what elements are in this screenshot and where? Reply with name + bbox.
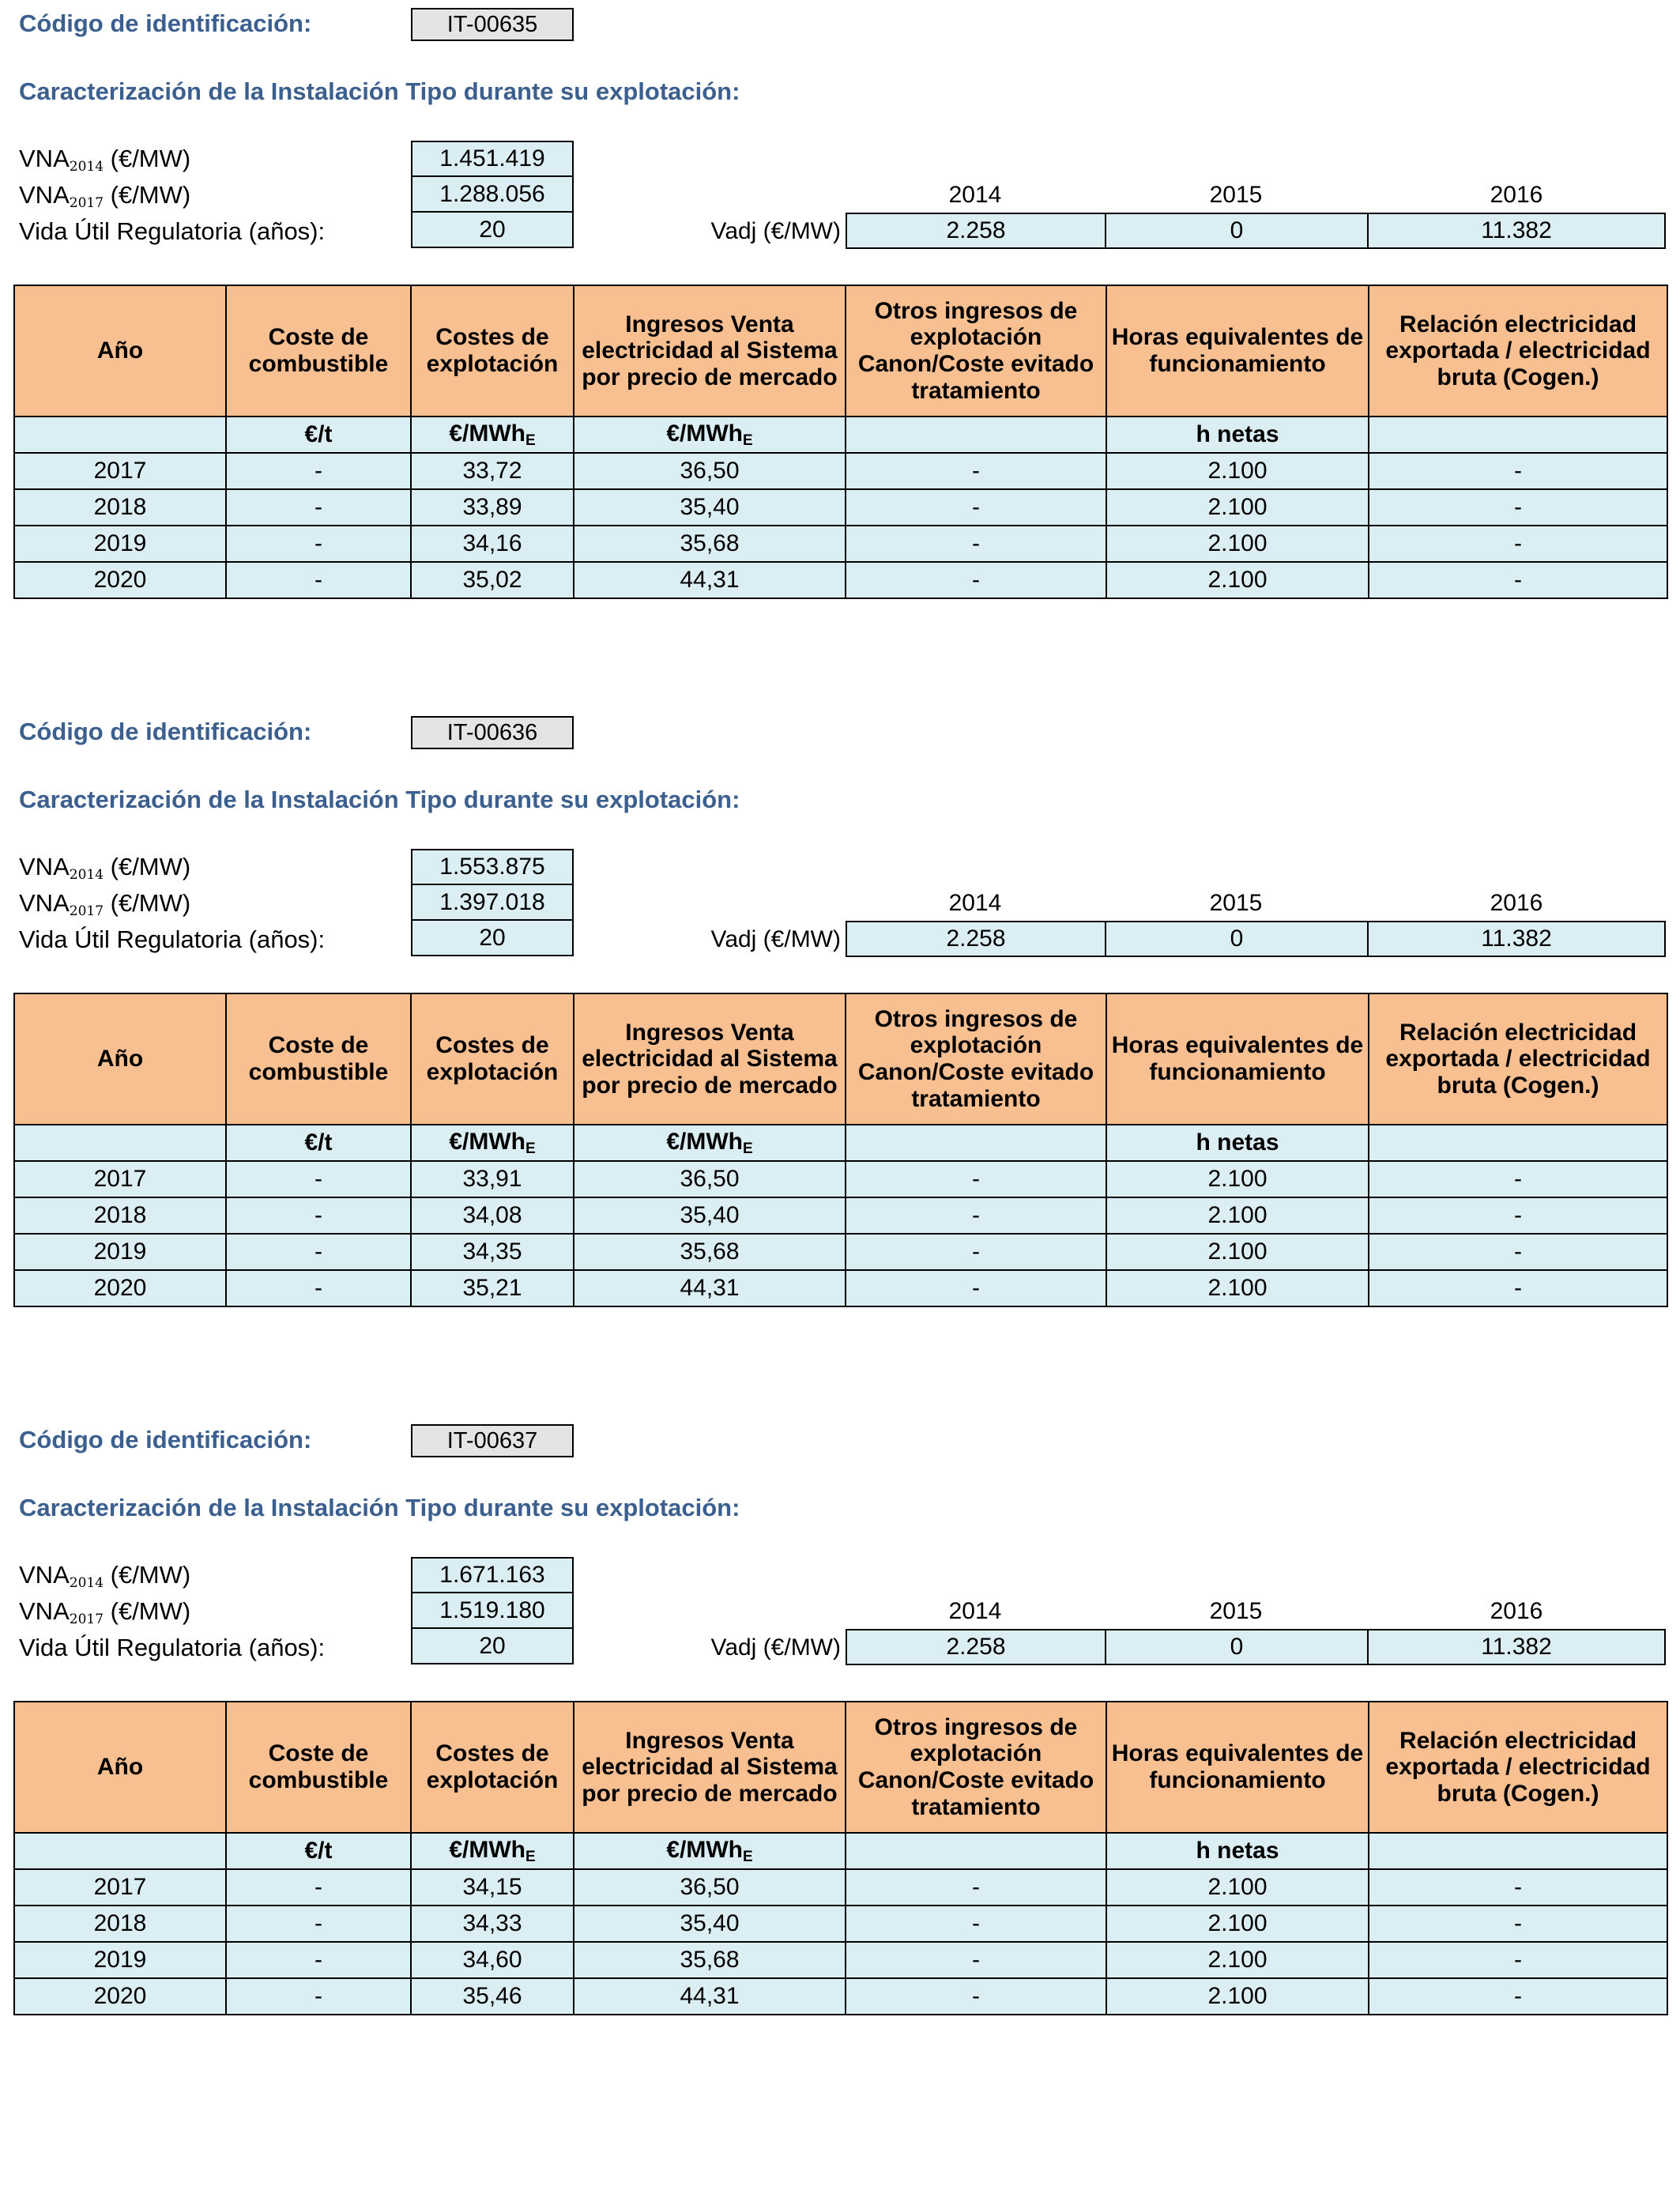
unit-relacion-electricidad: [1369, 1125, 1667, 1161]
vadj-label: Vadj (€/MW): [710, 218, 841, 244]
cell-relacion-electricidad: -: [1369, 489, 1667, 526]
unit-otros-ingresos: [846, 1833, 1106, 1869]
cell-coste-combustible: -: [226, 526, 411, 562]
vadj-year-2016: 2016: [1490, 182, 1543, 208]
unit-subscript: E: [742, 1848, 753, 1865]
cell-otros-ingresos: -: [846, 526, 1106, 562]
cell-ingresos-venta: 35,68: [574, 1942, 846, 1978]
cell-horas-equivalentes: 2.100: [1106, 1869, 1369, 1906]
vadj-label: Vadj (€/MW): [710, 1634, 841, 1661]
data-table: [13, 285, 1668, 599]
cell-anio: 2018: [14, 1197, 226, 1234]
table-row: [14, 526, 1667, 562]
cell-costes-explotacion: 34,35: [411, 1234, 574, 1270]
header-costes-explotacion: Costes de explotación: [411, 993, 574, 1125]
vadj-2015-value: 0: [1105, 1629, 1369, 1665]
unit-relacion-electricidad: [1369, 1833, 1667, 1869]
cell-coste-combustible: -: [226, 1270, 411, 1306]
unit-coste-combustible: €/t: [226, 1833, 411, 1869]
vadj-2014-value: 2.258: [846, 921, 1106, 957]
vadj-2016-value: 11.382: [1367, 1629, 1666, 1665]
cell-ingresos-venta: 36,50: [574, 453, 846, 489]
codigo-label: Código de identificación:: [19, 718, 312, 745]
header-coste-combustible: Coste de combustible: [226, 1702, 411, 1833]
vadj-year-2016: 2016: [1490, 890, 1543, 916]
vna-text: VNA: [19, 853, 70, 880]
unit-horas-equivalentes: h netas: [1106, 1125, 1369, 1161]
cell-otros-ingresos: -: [846, 562, 1106, 598]
cell-coste-combustible: -: [226, 1161, 411, 1197]
cell-anio: 2018: [14, 1906, 226, 1942]
unit-costes-explotacion: [411, 1125, 574, 1161]
code-value: IT-00635: [411, 8, 574, 41]
header-horas-equivalentes: Horas equivalentes de funcionamiento: [1106, 1702, 1369, 1833]
cell-relacion-electricidad: -: [1369, 453, 1667, 489]
cell-otros-ingresos: -: [846, 1942, 1106, 1978]
vadj-2014-value: 2.258: [846, 213, 1106, 249]
unit-text: €/MWh: [666, 1836, 743, 1863]
unit-costes-explotacion: [411, 417, 574, 453]
cell-otros-ingresos: -: [846, 1906, 1106, 1942]
cell-anio: 2017: [14, 1869, 226, 1906]
vna2014-subscript: 2014: [69, 867, 104, 883]
header-anio: Año: [14, 993, 226, 1125]
cell-otros-ingresos: -: [846, 1161, 1106, 1197]
cell-horas-equivalentes: 2.100: [1106, 1234, 1369, 1270]
unit-anio: [14, 417, 226, 453]
vna-text: VNA: [19, 1561, 70, 1589]
cell-ingresos-venta: 44,31: [574, 1978, 846, 2015]
unit-text: €/MWh: [666, 1128, 743, 1155]
header-costes-explotacion: Costes de explotación: [411, 1702, 574, 1833]
cell-relacion-electricidad: -: [1369, 1161, 1667, 1197]
header-relacion-electricidad: Relación electricidad exportada / electricidad bruta (Cogen.): [1369, 285, 1667, 417]
table-row: [14, 1942, 1667, 1978]
cell-ingresos-venta: 35,40: [574, 489, 846, 526]
vida-util-value: 20: [411, 1629, 574, 1664]
unit-coste-combustible: €/t: [226, 417, 411, 453]
cell-otros-ingresos: -: [846, 1234, 1106, 1270]
vida-util-value: 20: [411, 921, 574, 956]
code-value: IT-00637: [411, 1424, 574, 1457]
cell-relacion-electricidad: -: [1369, 526, 1667, 562]
cell-relacion-electricidad: -: [1369, 1197, 1667, 1234]
caracterizacion-heading: Caracterización de la Instalación Tipo durante su explotación:: [19, 1494, 740, 1521]
cell-costes-explotacion: 35,21: [411, 1270, 574, 1306]
vna-unit: (€/MW): [104, 853, 191, 880]
table-row: [14, 1161, 1667, 1197]
table-header-row: [14, 993, 1667, 1125]
cell-horas-equivalentes: 2.100: [1106, 453, 1369, 489]
cell-otros-ingresos: -: [846, 489, 1106, 526]
data-table: [13, 1701, 1668, 2015]
vna2014-value: 1.451.419: [411, 141, 574, 177]
vna2017-subscript: 2017: [69, 195, 104, 211]
cell-ingresos-venta: 36,50: [574, 1869, 846, 1906]
table-row: [14, 489, 1667, 526]
installation-block: [0, 0, 1680, 656]
vna2014-value: 1.671.163: [411, 1557, 574, 1593]
code-value: IT-00636: [411, 716, 574, 749]
cell-relacion-electricidad: -: [1369, 1234, 1667, 1270]
vna-text: VNA: [19, 181, 70, 209]
vadj-year-2014: 2014: [948, 890, 1002, 916]
unit-horas-equivalentes: h netas: [1106, 1833, 1369, 1869]
header-costes-explotacion: Costes de explotación: [411, 285, 574, 417]
header-ingresos-venta: Ingresos Venta electricidad al Sistema por precio de mercado: [574, 1702, 846, 1833]
vna2014-subscript: 2014: [69, 159, 104, 175]
cell-anio: 2019: [14, 526, 226, 562]
vna-unit: (€/MW): [104, 889, 191, 917]
table-units-row: [14, 1833, 1667, 1869]
cell-horas-equivalentes: 2.100: [1106, 1978, 1369, 2015]
vna2014-subscript: 2014: [69, 1575, 104, 1591]
cell-horas-equivalentes: 2.100: [1106, 1942, 1369, 1978]
vadj-2016-value: 11.382: [1367, 921, 1666, 957]
cell-coste-combustible: -: [226, 1978, 411, 2015]
vna2017-value: 1.397.018: [411, 885, 574, 921]
cell-costes-explotacion: 33,89: [411, 489, 574, 526]
cell-horas-equivalentes: 2.100: [1106, 526, 1369, 562]
cell-anio: 2017: [14, 453, 226, 489]
cell-otros-ingresos: -: [846, 1270, 1106, 1306]
header-coste-combustible: Coste de combustible: [226, 993, 411, 1125]
table-units-row: [14, 1125, 1667, 1161]
installation-block: [0, 708, 1680, 1364]
cell-ingresos-venta: 35,68: [574, 526, 846, 562]
caracterizacion-heading: Caracterización de la Instalación Tipo durante su explotación:: [19, 77, 740, 105]
vadj-2014-value: 2.258: [846, 1629, 1106, 1665]
unit-ingresos-venta: [574, 1125, 846, 1161]
cell-otros-ingresos: -: [846, 1978, 1106, 2015]
cell-horas-equivalentes: 2.100: [1106, 562, 1369, 598]
unit-subscript: E: [525, 432, 536, 449]
header-horas-equivalentes: Horas equivalentes de funcionamiento: [1106, 993, 1369, 1125]
table-row: [14, 1270, 1667, 1306]
cell-relacion-electricidad: -: [1369, 1270, 1667, 1306]
cell-otros-ingresos: -: [846, 1197, 1106, 1234]
cell-coste-combustible: -: [226, 1906, 411, 1942]
cell-coste-combustible: -: [226, 1197, 411, 1234]
cell-costes-explotacion: 34,16: [411, 526, 574, 562]
cell-anio: 2019: [14, 1234, 226, 1270]
cell-costes-explotacion: 35,46: [411, 1978, 574, 2015]
table-units-row: [14, 417, 1667, 453]
cell-anio: 2020: [14, 1270, 226, 1306]
cell-coste-combustible: -: [226, 1869, 411, 1906]
cell-horas-equivalentes: 2.100: [1106, 1161, 1369, 1197]
header-otros-ingresos: Otros ingresos de explotación Canon/Coste evitado tratamiento: [846, 993, 1106, 1125]
vadj-year-2014: 2014: [948, 1598, 1002, 1624]
cell-coste-combustible: -: [226, 453, 411, 489]
header-ingresos-venta: Ingresos Venta electricidad al Sistema por precio de mercado: [574, 285, 846, 417]
vadj-year-2015: 2015: [1209, 890, 1263, 916]
unit-costes-explotacion: [411, 1833, 574, 1869]
table-header-row: [14, 1702, 1667, 1833]
cell-relacion-electricidad: -: [1369, 1978, 1667, 2015]
cell-horas-equivalentes: 2.100: [1106, 489, 1369, 526]
cell-coste-combustible: -: [226, 1234, 411, 1270]
vadj-2015-value: 0: [1105, 921, 1369, 957]
cell-coste-combustible: -: [226, 562, 411, 598]
unit-otros-ingresos: [846, 1125, 1106, 1161]
unit-anio: [14, 1125, 226, 1161]
cell-costes-explotacion: 34,60: [411, 1942, 574, 1978]
table-row: [14, 562, 1667, 598]
vida-util-label: Vida Útil Regulatoria (años):: [19, 925, 326, 953]
vadj-year-2016: 2016: [1490, 1598, 1543, 1624]
data-table: [13, 993, 1668, 1307]
vadj-year-2014: 2014: [948, 182, 1002, 208]
vadj-year-2015: 2015: [1209, 1598, 1263, 1624]
vadj-2016-value: 11.382: [1367, 213, 1666, 249]
cell-costes-explotacion: 34,33: [411, 1906, 574, 1942]
vna-unit: (€/MW): [104, 1561, 191, 1589]
cell-anio: 2020: [14, 562, 226, 598]
header-otros-ingresos: Otros ingresos de explotación Canon/Coste evitado tratamiento: [846, 1702, 1106, 1833]
vadj-label: Vadj (€/MW): [710, 926, 841, 952]
vna2017-subscript: 2017: [69, 903, 104, 919]
vna-unit: (€/MW): [104, 181, 191, 209]
cell-anio: 2018: [14, 489, 226, 526]
header-relacion-electricidad: Relación electricidad exportada / electricidad bruta (Cogen.): [1369, 993, 1667, 1125]
vida-util-value: 20: [411, 213, 574, 248]
cell-coste-combustible: -: [226, 1942, 411, 1978]
cell-coste-combustible: -: [226, 489, 411, 526]
cell-relacion-electricidad: -: [1369, 1869, 1667, 1906]
unit-otros-ingresos: [846, 417, 1106, 453]
vida-util-label: Vida Útil Regulatoria (años):: [19, 217, 326, 245]
table-row: [14, 1869, 1667, 1906]
cell-ingresos-venta: 44,31: [574, 1270, 846, 1306]
cell-anio: 2020: [14, 1978, 226, 2015]
unit-text: €/MWh: [449, 1836, 525, 1863]
vna-unit: (€/MW): [104, 145, 191, 172]
unit-subscript: E: [525, 1848, 536, 1865]
cell-ingresos-venta: 35,40: [574, 1906, 846, 1942]
vna2017-subscript: 2017: [69, 1612, 104, 1627]
cell-costes-explotacion: 33,72: [411, 453, 574, 489]
cell-relacion-electricidad: -: [1369, 1942, 1667, 1978]
vna-unit: (€/MW): [104, 1597, 191, 1625]
codigo-label: Código de identificación:: [19, 1426, 312, 1453]
table-row: [14, 1906, 1667, 1942]
cell-costes-explotacion: 35,02: [411, 562, 574, 598]
cell-anio: 2019: [14, 1942, 226, 1978]
unit-coste-combustible: €/t: [226, 1125, 411, 1161]
unit-text: €/MWh: [666, 420, 743, 447]
cell-horas-equivalentes: 2.100: [1106, 1197, 1369, 1234]
cell-costes-explotacion: 34,15: [411, 1869, 574, 1906]
header-anio: Año: [14, 285, 226, 417]
table-row: [14, 1234, 1667, 1270]
cell-ingresos-venta: 44,31: [574, 562, 846, 598]
cell-otros-ingresos: -: [846, 453, 1106, 489]
cell-relacion-electricidad: -: [1369, 1906, 1667, 1942]
codigo-label: Código de identificación:: [19, 9, 312, 37]
table-row: [14, 453, 1667, 489]
unit-relacion-electricidad: [1369, 417, 1667, 453]
unit-text: €/MWh: [449, 420, 525, 447]
unit-horas-equivalentes: h netas: [1106, 417, 1369, 453]
vadj-year-2015: 2015: [1209, 182, 1263, 208]
header-ingresos-venta: Ingresos Venta electricidad al Sistema por precio de mercado: [574, 993, 846, 1125]
unit-ingresos-venta: [574, 1833, 846, 1869]
header-coste-combustible: Coste de combustible: [226, 285, 411, 417]
table-header-row: [14, 285, 1667, 417]
header-otros-ingresos: Otros ingresos de explotación Canon/Coste evitado tratamiento: [846, 285, 1106, 417]
cell-anio: 2017: [14, 1161, 226, 1197]
table-row: [14, 1978, 1667, 2015]
vna2017-value: 1.519.180: [411, 1593, 574, 1629]
cell-ingresos-venta: 36,50: [574, 1161, 846, 1197]
unit-subscript: E: [742, 1140, 753, 1157]
vna-text: VNA: [19, 145, 70, 172]
cell-ingresos-venta: 35,40: [574, 1197, 846, 1234]
cell-costes-explotacion: 34,08: [411, 1197, 574, 1234]
vna-text: VNA: [19, 1597, 70, 1625]
cell-otros-ingresos: -: [846, 1869, 1106, 1906]
vna2014-value: 1.553.875: [411, 849, 574, 885]
table-row: [14, 1197, 1667, 1234]
unit-ingresos-venta: [574, 417, 846, 453]
vida-util-label: Vida Útil Regulatoria (años):: [19, 1634, 326, 1661]
header-horas-equivalentes: Horas equivalentes de funcionamiento: [1106, 285, 1369, 417]
header-relacion-electricidad: Relación electricidad exportada / electricidad bruta (Cogen.): [1369, 1702, 1667, 1833]
installation-block: [0, 1416, 1680, 2072]
vna2017-value: 1.288.056: [411, 177, 574, 213]
unit-subscript: E: [525, 1140, 536, 1157]
unit-anio: [14, 1833, 226, 1869]
cell-ingresos-venta: 35,68: [574, 1234, 846, 1270]
cell-costes-explotacion: 33,91: [411, 1161, 574, 1197]
unit-subscript: E: [742, 432, 753, 449]
cell-horas-equivalentes: 2.100: [1106, 1906, 1369, 1942]
vna-text: VNA: [19, 889, 70, 917]
header-anio: Año: [14, 1702, 226, 1833]
cell-relacion-electricidad: -: [1369, 562, 1667, 598]
caracterizacion-heading: Caracterización de la Instalación Tipo durante su explotación:: [19, 786, 740, 813]
vadj-2015-value: 0: [1105, 213, 1369, 249]
cell-horas-equivalentes: 2.100: [1106, 1270, 1369, 1306]
unit-text: €/MWh: [449, 1128, 525, 1155]
